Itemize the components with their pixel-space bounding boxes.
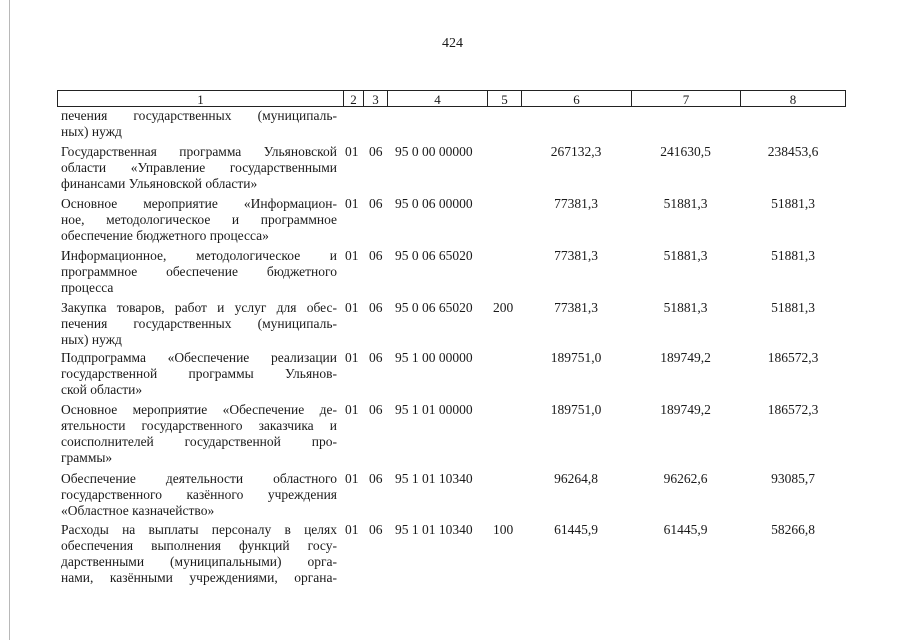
description-line: граммы» [61,450,113,465]
description-line: обеспечение бюджетного процесса» [61,228,269,243]
subsection-code: 06 [369,471,383,486]
amount-col-7: 51881,3 [663,248,708,263]
subsection-code: 06 [369,300,383,315]
description-line: программное обеспечение бюджетного [61,264,337,279]
description-line: ятельности государственного заказчика и [61,418,337,433]
amount-col-7: 241630,5 [660,144,711,159]
target-article-code: 95 1 01 10340 [395,522,473,537]
target-article-code: 95 0 06 65020 [395,300,473,315]
amount-col-7: 189749,2 [660,402,711,417]
amount-col-6: 77381,3 [554,248,598,263]
amount-col-6: 189751,0 [550,402,602,417]
row-description [61,196,337,244]
amount-col-8: 93085,7 [771,471,815,486]
header-col-6: 6 [521,90,631,107]
description-line: печения государственных (муниципаль- [61,108,337,123]
description-line: «Областное казначейство» [61,503,215,518]
section-code: 01 [345,300,359,315]
description-line: Закупка товаров, работ и услуг для обес- [61,300,337,315]
expense-type-code: 100 [493,522,514,537]
page-left-edge-line [9,0,10,640]
row-description [61,350,337,398]
row-description [61,471,337,519]
header-col-7: 7 [631,90,740,107]
amount-col-6: 267132,3 [550,144,602,159]
header-col-5: 5 [487,90,521,107]
row-description [61,522,337,586]
description-line: ных) нужд [61,332,122,347]
target-article-code: 95 1 01 00000 [395,402,473,417]
amount-col-7: 51881,3 [663,196,708,211]
description-line: ных) нужд [61,124,122,139]
amount-col-8: 51881,3 [771,300,815,315]
target-article-code: 95 0 06 65020 [395,248,473,263]
header-col-2: 2 [343,90,363,107]
amount-col-8: 186572,3 [767,402,819,417]
description-line: обеспечения выполнения функций госу- [61,538,337,553]
amount-col-8: 58266,8 [771,522,815,537]
description-line: Обеспечение деятельности областного [61,471,337,486]
amount-col-7: 189749,2 [660,350,711,365]
amount-col-8: 51881,3 [771,248,815,263]
header-col-1: 1 [57,90,343,107]
subsection-code: 06 [369,350,383,365]
amount-col-7: 61445,9 [663,522,708,537]
section-code: 01 [345,471,359,486]
target-article-code: 95 0 06 00000 [395,196,473,211]
row-description [61,300,337,348]
section-code: 01 [345,522,359,537]
target-article-code: 95 1 00 00000 [395,350,473,365]
description-line: государственной программы Ульянов- [61,366,337,381]
description-line: Государственная программа Ульяновской [61,144,337,159]
description-line: Расходы на выплаты персоналу в целях [61,522,337,537]
amount-col-6: 61445,9 [554,522,598,537]
target-article-code: 95 1 01 10340 [395,471,473,486]
amount-col-6: 96264,8 [554,471,598,486]
description-line: процесса [61,280,114,295]
row-description [61,248,337,296]
description-line: Основное мероприятие «Обеспечение де- [61,402,337,417]
description-line: нами, казёнными учреждениями, органа- [61,570,337,585]
description-line: государственного казённого учреждения [61,487,337,502]
description-line: финансами Ульяновской области» [61,176,258,191]
row-description [61,108,337,140]
page-number: 424 [442,36,463,51]
description-line: ской области» [61,382,143,397]
expense-type-code: 200 [493,300,514,315]
table-header-row [57,90,846,108]
description-line: ное, методологическое и программное [61,212,337,227]
target-article-code: 95 0 00 00000 [395,144,473,159]
section-code: 01 [345,144,359,159]
description-line: Основное мероприятие «Информацион- [61,196,337,211]
section-code: 01 [345,350,359,365]
description-line: области «Управление государственными [61,160,337,175]
section-code: 01 [345,196,359,211]
subsection-code: 06 [369,196,383,211]
header-col-3: 3 [363,90,387,107]
description-line: печения государственных (муниципаль- [61,316,337,331]
subsection-code: 06 [369,522,383,537]
description-line: Подпрограмма «Обеспечение реализации [61,350,337,365]
amount-col-7: 51881,3 [663,300,708,315]
amount-col-8: 238453,6 [767,144,819,159]
row-description [61,402,337,466]
amount-col-8: 51881,3 [771,196,815,211]
subsection-code: 06 [369,402,383,417]
subsection-code: 06 [369,248,383,263]
amount-col-6: 77381,3 [554,300,598,315]
header-col-8: 8 [740,90,846,107]
section-code: 01 [345,402,359,417]
amount-col-7: 96262,6 [663,471,708,486]
description-line: дарственными (муниципальными) орга- [61,554,337,569]
description-line: Информационное, методологическое и [61,248,337,263]
section-code: 01 [345,248,359,263]
amount-col-8: 186572,3 [767,350,819,365]
row-description [61,144,337,192]
subsection-code: 06 [369,144,383,159]
header-col-4: 4 [387,90,487,107]
amount-col-6: 189751,0 [550,350,602,365]
description-line: соисполнителей государственной про- [61,434,337,449]
amount-col-6: 77381,3 [554,196,598,211]
